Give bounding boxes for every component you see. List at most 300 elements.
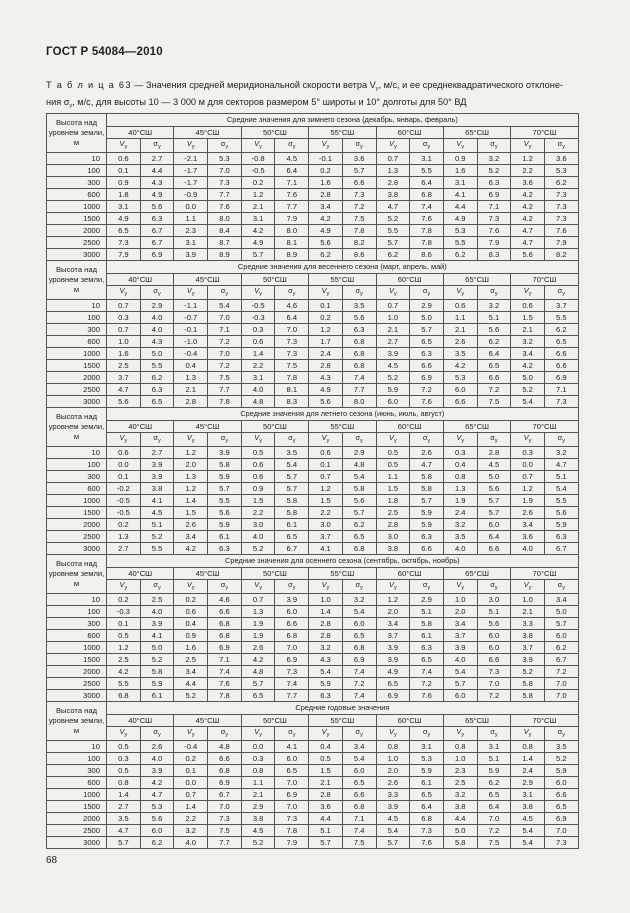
- latitude-header: 40°СШ: [107, 715, 174, 727]
- height-cell: 3000: [47, 249, 107, 261]
- sigma-value-cell: 3.6: [544, 153, 578, 165]
- table-caption: [46, 79, 591, 113]
- sigma-value-cell: 5.1: [477, 312, 511, 324]
- sigma-value-cell: 7.3: [544, 201, 578, 213]
- sigma-value-cell: 7.1: [342, 813, 376, 825]
- sigma-header: [275, 727, 309, 741]
- v-header: [511, 433, 545, 447]
- height-cell: 600: [47, 630, 107, 642]
- sigma-value-cell: 6.0: [342, 618, 376, 630]
- sigma-symbol: σ: [220, 286, 226, 295]
- v-value-cell: 3.7: [511, 642, 545, 654]
- v-value-cell: 1.9: [511, 495, 545, 507]
- v-value-cell: 0.3: [241, 324, 275, 336]
- sigma-value-cell: 7.0: [208, 165, 242, 177]
- season-title: Средние значения для летнего сезона (июнь, июль, август): [107, 408, 579, 421]
- sigma-value-cell: 6.2: [342, 519, 376, 531]
- sigma-header: [410, 139, 444, 153]
- sigma-value-cell: 6.1: [275, 519, 309, 531]
- sigma-value-cell: 6.6: [410, 543, 444, 555]
- v-value-cell: 0.9: [241, 483, 275, 495]
- sigma-value-cell: 5.5: [140, 360, 174, 372]
- v-value-cell: 0.6: [107, 447, 141, 459]
- sigma-value-cell: 6.3: [410, 348, 444, 360]
- sigma-value-cell: 7.4: [342, 666, 376, 678]
- sigma-value-cell: 6.5: [342, 630, 376, 642]
- latitude-row: [47, 127, 579, 139]
- sigma-value-cell: 7.2: [544, 666, 578, 678]
- sigma-value-cell: 7.3: [275, 666, 309, 678]
- sigma-value-cell: 4.0: [140, 753, 174, 765]
- v-value-cell: 1.5: [174, 507, 208, 519]
- v-value-cell: 0.9: [107, 177, 141, 189]
- sigma-header: [342, 286, 376, 300]
- sigma-value-cell: 6.8: [342, 543, 376, 555]
- v-value-cell: 1.5: [241, 495, 275, 507]
- sigma-value-cell: 2.5: [140, 594, 174, 606]
- v-value-cell: 3.9: [443, 642, 477, 654]
- sigma-symbol: σ: [490, 139, 495, 148]
- v-symbol: V: [321, 727, 327, 736]
- table-row: [47, 519, 579, 531]
- height-cell: 2500: [47, 678, 107, 690]
- subscript-y: y: [124, 585, 128, 591]
- height-cell: 100: [47, 753, 107, 765]
- v-value-cell: 4.0: [241, 531, 275, 543]
- v-value-cell: -0.5: [107, 495, 141, 507]
- sigma-value-cell: 5.9: [544, 765, 578, 777]
- sigma-value-cell: 7.0: [477, 813, 511, 825]
- v-value-cell: 2.5: [174, 654, 208, 666]
- sigma-symbol: σ: [288, 139, 293, 148]
- sigma-value-cell: 6.5: [275, 531, 309, 543]
- sigma-value-cell: 7.8: [208, 690, 242, 702]
- table-row: [47, 237, 579, 249]
- v-header: [511, 139, 545, 153]
- table-row: [47, 654, 579, 666]
- variable-row: [47, 727, 579, 741]
- v-value-cell: 1.1: [174, 213, 208, 225]
- v-value-cell: 4.7: [107, 825, 141, 837]
- sigma-header: [410, 433, 444, 447]
- sigma-value-cell: 7.3: [544, 189, 578, 201]
- v-value-cell: 4.5: [241, 825, 275, 837]
- v-value-cell: 2.2: [511, 165, 545, 177]
- v-header: [376, 580, 410, 594]
- sigma-value-cell: 7.9: [544, 237, 578, 249]
- v-value-cell: 3.3: [511, 618, 545, 630]
- subscript-y: y: [528, 732, 532, 738]
- sigma-header: [410, 580, 444, 594]
- v-value-cell: 0.3: [241, 753, 275, 765]
- v-value-cell: 5.6: [309, 396, 343, 408]
- variable-row: [47, 433, 579, 447]
- v-value-cell: 2.6: [443, 336, 477, 348]
- sigma-value-cell: 4.7: [410, 459, 444, 471]
- v-value-cell: 1.5: [309, 495, 343, 507]
- sigma-header: [140, 139, 174, 153]
- sigma-value-cell: 6.0: [544, 630, 578, 642]
- table-row: [47, 300, 579, 312]
- latitude-header: 50°СШ: [241, 421, 308, 433]
- variable-row: [47, 286, 579, 300]
- sigma-value-cell: 8.0: [275, 225, 309, 237]
- sigma-value-cell: 6.5: [544, 801, 578, 813]
- sigma-value-cell: 6.2: [477, 336, 511, 348]
- latitude-header: 55°СШ: [309, 568, 376, 580]
- v-symbol: V: [321, 286, 327, 295]
- v-symbol: V: [389, 727, 394, 736]
- sigma-value-cell: 5.1: [410, 606, 444, 618]
- v-value-cell: 3.5: [107, 813, 141, 825]
- latitude-header: 70°СШ: [511, 127, 578, 139]
- sigma-value-cell: 3.1: [477, 741, 511, 753]
- sigma-value-cell: 2.6: [410, 447, 444, 459]
- v-symbol: V: [523, 433, 529, 442]
- v-value-cell: 1.4: [511, 753, 545, 765]
- subscript-y: y: [427, 585, 431, 591]
- sigma-value-cell: 7.4: [342, 690, 376, 702]
- sigma-value-cell: 6.7: [544, 543, 578, 555]
- height-cell: 1500: [47, 801, 107, 813]
- v-value-cell: 2.1: [443, 324, 477, 336]
- latitude-header: 55°СШ: [309, 715, 376, 727]
- table-row: [47, 666, 579, 678]
- v-value-cell: 2.5: [107, 360, 141, 372]
- sigma-value-cell: 5.7: [477, 507, 511, 519]
- height-cell: 10: [47, 300, 107, 312]
- v-value-cell: 3.3: [376, 789, 410, 801]
- v-value-cell: -0.4: [174, 741, 208, 753]
- v-header: [107, 433, 141, 447]
- v-value-cell: 0.6: [309, 447, 343, 459]
- v-value-cell: 1.0: [443, 594, 477, 606]
- subscript-y: y: [393, 732, 397, 738]
- height-cell: 2500: [47, 825, 107, 837]
- sigma-value-cell: 5.9: [140, 678, 174, 690]
- sigma-value-cell: 6.2: [477, 777, 511, 789]
- sigma-value-cell: 6.0: [477, 630, 511, 642]
- v-value-cell: 0.7: [376, 153, 410, 165]
- v-value-cell: 0.6: [443, 300, 477, 312]
- sigma-value-cell: 7.0: [544, 690, 578, 702]
- subscript-y: y: [225, 585, 229, 591]
- sigma-value-cell: 6.5: [342, 777, 376, 789]
- v-value-cell: -0.1: [174, 324, 208, 336]
- v-value-cell: 2.8: [376, 177, 410, 189]
- v-header: [174, 286, 208, 300]
- sigma-value-cell: 6.1: [140, 690, 174, 702]
- v-value-cell: 0.1: [107, 618, 141, 630]
- sigma-value-cell: 3.2: [477, 153, 511, 165]
- subscript-y: y: [191, 438, 195, 444]
- sigma-value-cell: 5.2: [544, 753, 578, 765]
- v-value-cell: 0.5: [107, 765, 141, 777]
- v-value-cell: 0.2: [309, 312, 343, 324]
- sigma-value-cell: 5.6: [140, 201, 174, 213]
- sigma-value-cell: 2.7: [140, 153, 174, 165]
- sigma-value-cell: 5.6: [477, 618, 511, 630]
- v-header: [376, 139, 410, 153]
- sigma-value-cell: 7.8: [275, 825, 309, 837]
- v-value-cell: 1.2: [174, 447, 208, 459]
- v-symbol: V: [254, 139, 260, 148]
- v-value-cell: 1.2: [309, 483, 343, 495]
- sigma-header: [140, 580, 174, 594]
- v-value-cell: 0.8: [443, 471, 477, 483]
- sigma-value-cell: 5.1: [140, 519, 174, 531]
- height-column-header: Высота над уровнем земли, м: [47, 702, 107, 741]
- v-value-cell: -0.3: [107, 606, 141, 618]
- sigma-value-cell: 6.0: [342, 765, 376, 777]
- sigma-value-cell: 6.9: [275, 789, 309, 801]
- sigma-value-cell: 7.3: [275, 813, 309, 825]
- subscript-y: y: [225, 438, 229, 444]
- v-value-cell: -0.8: [241, 153, 275, 165]
- sigma-value-cell: 5.8: [410, 618, 444, 630]
- v-value-cell: 4.2: [241, 225, 275, 237]
- sigma-symbol: σ: [288, 433, 293, 442]
- subscript-y: y: [393, 438, 397, 444]
- v-symbol: V: [456, 580, 462, 589]
- sigma-value-cell: 7.6: [208, 678, 242, 690]
- sigma-symbol: σ: [355, 580, 361, 589]
- v-value-cell: 1.4: [107, 789, 141, 801]
- sigma-value-cell: 6.8: [342, 336, 376, 348]
- height-cell: 600: [47, 777, 107, 789]
- v-symbol: V: [523, 139, 529, 148]
- sigma-value-cell: 5.9: [208, 471, 242, 483]
- v-value-cell: 3.2: [443, 789, 477, 801]
- sigma-value-cell: 6.2: [544, 177, 578, 189]
- wind-data-table: [46, 113, 579, 849]
- v-value-cell: 3.4: [174, 666, 208, 678]
- sigma-value-cell: 7.7: [208, 837, 242, 849]
- v-symbol: V: [389, 139, 394, 148]
- sigma-symbol: σ: [557, 433, 563, 442]
- sigma-value-cell: 8.4: [208, 225, 242, 237]
- v-header: [309, 139, 343, 153]
- subscript-y: y: [528, 438, 532, 444]
- sigma-value-cell: 5.1: [544, 471, 578, 483]
- height-cell: 100: [47, 606, 107, 618]
- table-row: [47, 213, 579, 225]
- document-header: ГОСТ Р 54084—2010: [46, 46, 163, 58]
- caption-line2-head: ния σ: [46, 97, 70, 107]
- v-value-cell: 6.5: [376, 678, 410, 690]
- sigma-value-cell: 5.6: [477, 483, 511, 495]
- latitude-header: 70°СШ: [511, 274, 578, 286]
- v-header: [443, 580, 477, 594]
- v-value-cell: 2.5: [107, 654, 141, 666]
- v-value-cell: 4.9: [443, 213, 477, 225]
- sigma-value-cell: 6.6: [477, 543, 511, 555]
- height-cell: 3000: [47, 543, 107, 555]
- sigma-value-cell: 8.9: [208, 249, 242, 261]
- subscript-y: y: [124, 732, 128, 738]
- sigma-value-cell: 7.0: [477, 678, 511, 690]
- sigma-value-cell: 5.7: [275, 471, 309, 483]
- height-cell: 10: [47, 594, 107, 606]
- sigma-value-cell: 4.9: [140, 189, 174, 201]
- sigma-value-cell: 7.4: [342, 825, 376, 837]
- v-header: [174, 727, 208, 741]
- v-value-cell: 2.8: [309, 630, 343, 642]
- latitude-header: 70°СШ: [511, 715, 578, 727]
- subscript-y: y: [562, 291, 565, 297]
- v-symbol: V: [254, 433, 260, 442]
- table-row: [47, 606, 579, 618]
- sigma-value-cell: 7.8: [342, 225, 376, 237]
- table-row: [47, 336, 579, 348]
- table-row: [47, 225, 579, 237]
- v-value-cell: -1.0: [174, 336, 208, 348]
- v-value-cell: 1.9: [241, 618, 275, 630]
- sigma-value-cell: 7.7: [275, 690, 309, 702]
- sigma-header: [544, 580, 578, 594]
- v-header: [511, 580, 545, 594]
- sigma-value-cell: 6.1: [410, 630, 444, 642]
- height-column-header: Высота над уровнем земли, м: [47, 408, 107, 447]
- v-value-cell: 5.7: [107, 837, 141, 849]
- sigma-value-cell: 4.1: [140, 495, 174, 507]
- sigma-value-cell: 6.4: [477, 801, 511, 813]
- height-column-header: Высота над уровнем земли, м: [47, 114, 107, 153]
- v-value-cell: 3.1: [241, 213, 275, 225]
- sigma-value-cell: 5.3: [140, 801, 174, 813]
- v-symbol: V: [119, 580, 125, 589]
- sigma-header: [140, 727, 174, 741]
- v-value-cell: 3.6: [511, 531, 545, 543]
- table-row: [47, 249, 579, 261]
- latitude-header: 55°СШ: [309, 421, 376, 433]
- table-row: [47, 153, 579, 165]
- v-value-cell: 6.8: [107, 690, 141, 702]
- v-value-cell: 1.3: [174, 471, 208, 483]
- v-value-cell: 3.4: [443, 618, 477, 630]
- v-value-cell: 3.9: [376, 348, 410, 360]
- sigma-value-cell: 5.6: [477, 324, 511, 336]
- v-value-cell: 5.7: [443, 678, 477, 690]
- v-value-cell: 0.6: [241, 471, 275, 483]
- sigma-value-cell: 8.6: [342, 249, 376, 261]
- v-value-cell: 1.0: [107, 336, 141, 348]
- sigma-header: [544, 433, 578, 447]
- table-row: [47, 165, 579, 177]
- sigma-value-cell: 7.7: [208, 384, 242, 396]
- v-value-cell: 0.9: [174, 630, 208, 642]
- sigma-value-cell: 6.9: [208, 777, 242, 789]
- v-value-cell: 4.2: [511, 360, 545, 372]
- v-symbol: V: [186, 727, 192, 736]
- sigma-value-cell: 3.5: [342, 300, 376, 312]
- sigma-header: [208, 580, 242, 594]
- sigma-value-cell: 6.2: [544, 642, 578, 654]
- sigma-value-cell: 3.2: [544, 447, 578, 459]
- sigma-value-cell: 3.9: [140, 459, 174, 471]
- sigma-value-cell: 5.7: [410, 324, 444, 336]
- v-value-cell: 2.6: [241, 642, 275, 654]
- sigma-header: [275, 433, 309, 447]
- table-row: [47, 201, 579, 213]
- sigma-value-cell: 5.2: [140, 654, 174, 666]
- v-value-cell: 0.5: [376, 447, 410, 459]
- v-value-cell: 4.2: [241, 654, 275, 666]
- v-value-cell: 5.7: [376, 837, 410, 849]
- sigma-symbol: σ: [153, 433, 158, 442]
- v-value-cell: 6.2: [443, 249, 477, 261]
- table-row: [47, 765, 579, 777]
- sigma-value-cell: 6.2: [140, 372, 174, 384]
- sigma-value-cell: 3.0: [477, 594, 511, 606]
- season-title-row: [47, 261, 579, 274]
- subscript-y: y: [494, 144, 498, 150]
- sigma-header: [208, 139, 242, 153]
- table-row: [47, 384, 579, 396]
- table-row: [47, 594, 579, 606]
- v-value-cell: 2.7: [107, 801, 141, 813]
- sigma-value-cell: 3.1: [410, 741, 444, 753]
- sigma-value-cell: 7.4: [410, 666, 444, 678]
- v-value-cell: 5.7: [376, 237, 410, 249]
- v-value-cell: -0.5: [107, 507, 141, 519]
- sigma-value-cell: 4.1: [140, 630, 174, 642]
- sigma-value-cell: 6.5: [140, 396, 174, 408]
- v-value-cell: -0.9: [174, 189, 208, 201]
- sigma-value-cell: 4.0: [140, 606, 174, 618]
- sigma-value-cell: 7.8: [275, 372, 309, 384]
- sigma-header: [477, 139, 511, 153]
- sigma-header: [477, 286, 511, 300]
- v-value-cell: 3.0: [241, 519, 275, 531]
- subscript-y: y: [259, 144, 262, 150]
- v-value-cell: 0.1: [309, 459, 343, 471]
- v-value-cell: 6.3: [309, 690, 343, 702]
- v-value-cell: 5.6: [511, 249, 545, 261]
- sigma-value-cell: 7.3: [544, 396, 578, 408]
- v-value-cell: 2.4: [309, 348, 343, 360]
- latitude-header: 70°СШ: [511, 421, 578, 433]
- height-cell: 1000: [47, 495, 107, 507]
- v-value-cell: 0.8: [241, 765, 275, 777]
- v-header: [107, 139, 141, 153]
- sigma-value-cell: 6.4: [410, 177, 444, 189]
- sigma-value-cell: 4.4: [140, 165, 174, 177]
- sigma-value-cell: 7.0: [275, 801, 309, 813]
- sigma-value-cell: 7.9: [477, 237, 511, 249]
- v-value-cell: 0.2: [107, 594, 141, 606]
- subscript-y: y: [292, 585, 296, 591]
- sigma-value-cell: 7.0: [544, 678, 578, 690]
- v-value-cell: -0.5: [241, 300, 275, 312]
- v-value-cell: 6.0: [443, 384, 477, 396]
- sigma-value-cell: 6.3: [410, 642, 444, 654]
- caption-line1: — Значения средней меридиональной скорости ветра V: [131, 80, 376, 90]
- table-row: [47, 348, 579, 360]
- v-value-cell: 4.4: [443, 813, 477, 825]
- v-value-cell: 3.7: [443, 630, 477, 642]
- sigma-value-cell: 6.9: [544, 372, 578, 384]
- v-value-cell: 1.2: [241, 189, 275, 201]
- sigma-value-cell: 6.8: [410, 189, 444, 201]
- v-header: [309, 286, 343, 300]
- sigma-symbol: σ: [153, 580, 158, 589]
- v-value-cell: 0.7: [107, 300, 141, 312]
- v-value-cell: 2.1: [511, 324, 545, 336]
- v-header: [376, 286, 410, 300]
- sigma-value-cell: 6.2: [140, 837, 174, 849]
- v-value-cell: 4.0: [443, 543, 477, 555]
